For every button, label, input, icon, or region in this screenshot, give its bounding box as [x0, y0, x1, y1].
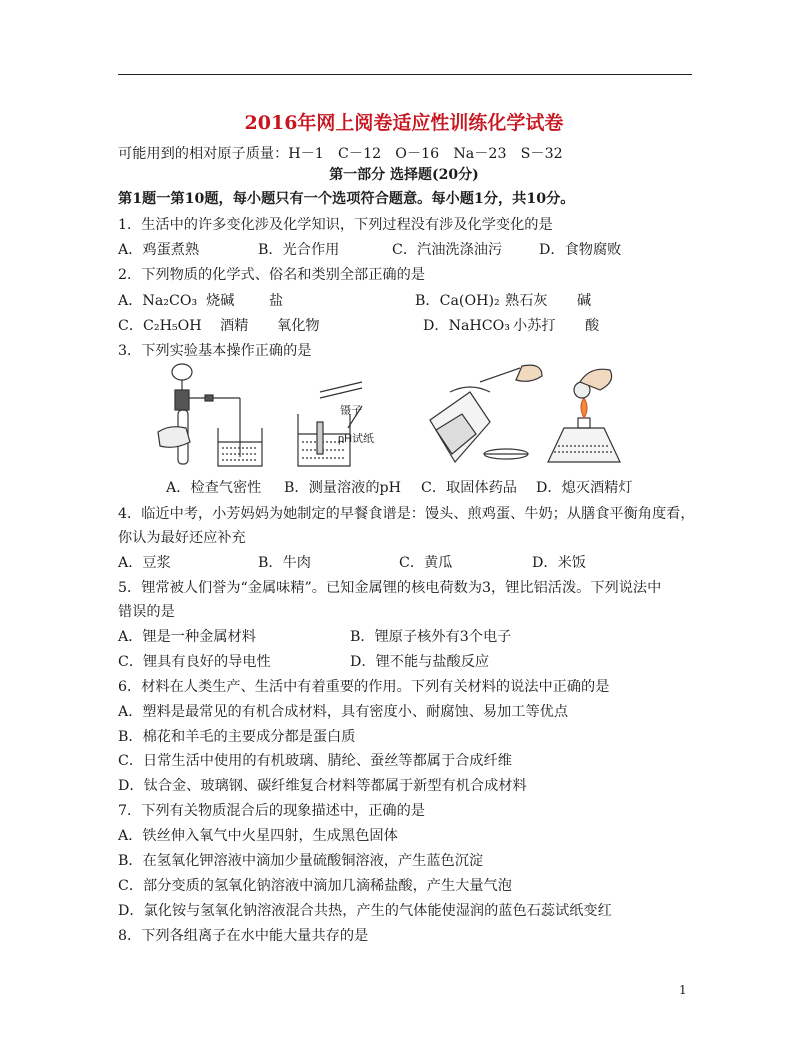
- figure-b-ph: [298, 382, 362, 466]
- q2-b-formula: B．Ca(OH)₂: [415, 293, 500, 309]
- figure-a-airtightness: [158, 364, 262, 466]
- q4-option-c: C．黄瓜: [399, 555, 453, 571]
- q2-c-class: 氧化物: [277, 318, 320, 334]
- q8-stem: 8．下列各组离子在水中能大量共存的是: [118, 928, 369, 944]
- q7-option-b: B．在氢氧化钾溶液中滴加少量硫酸铜溶液，产生蓝色沉淀: [118, 853, 484, 869]
- q4-option-d: D．米饭: [532, 555, 586, 571]
- q5-option-d: D．锂不能与盐酸反应: [350, 654, 490, 670]
- q2-d-name: 小苏打: [513, 318, 556, 334]
- atomic-masses: 可能用到的相对原子质量：H－1 C－12 O－16 Na－23 S－32: [118, 146, 563, 162]
- q3-option-a: A．检查气密性: [166, 480, 262, 496]
- q4-option-b: B．牛肉: [258, 555, 311, 571]
- page-title: 2016年网上阅卷适应性训练化学试卷: [244, 112, 564, 134]
- q2-c-formula: C．C₂H₅OH: [118, 318, 202, 334]
- q1-option-d: D．食物腐败: [539, 242, 622, 258]
- q6-option-a: A．塑料是最常见的有机合成材料，具有密度小、耐腐蚀、易加工等优点: [118, 704, 569, 720]
- q6-option-b: B．棉花和羊毛的主要成分都是蛋白质: [118, 729, 356, 745]
- figure-d-alcohol-lamp: [548, 369, 620, 462]
- q1-stem: 1．生活中的许多变化涉及化学知识，下列过程没有涉及化学变化的是: [118, 217, 553, 233]
- header-rule: [118, 74, 692, 75]
- q3-option-b: B．测量溶液的pH: [284, 480, 402, 496]
- page-number: 1: [679, 983, 687, 997]
- q6-option-c: C．日常生活中使用的有机玻璃、腈纶、蚕丝等都属于合成纤维: [118, 753, 512, 769]
- q5-stem-line1: 5．锂常被人们誉为“金属味精”。已知金属锂的核电荷数为3，锂比铝活泼。下列说法中: [118, 580, 662, 596]
- q2-c-name: 酒精: [220, 318, 249, 334]
- q7-option-a: A．铁丝伸入氧气中火星四射，生成黑色固体: [118, 828, 398, 844]
- q6-stem: 6．材料在人类生产、生活中有着重要的作用。下列有关材料的说法中正确的是: [118, 679, 610, 695]
- part-heading: 第一部分 选择题(20分): [329, 167, 479, 183]
- q1-option-a: A．鸡蛋煮熟: [118, 242, 200, 258]
- q2-a-formula: A．Na₂CO₃: [118, 293, 198, 309]
- q5-stem-line2: 错误的是: [118, 604, 175, 620]
- q1-option-c: C．汽油洗涤油污: [392, 242, 503, 258]
- q7-stem: 7．下列有关物质混合后的现象描述中，正确的是: [118, 803, 425, 819]
- q4-stem-line1: 4．临近中考，小芳妈妈为她制定的早餐食谱是：馒头、煎鸡蛋、牛奶；从膳食平衡角度看，: [118, 506, 695, 522]
- q1-option-b: B．光合作用: [258, 242, 340, 258]
- q5-option-a: A．锂是一种金属材料: [118, 629, 256, 645]
- q2-d-class: 酸: [585, 318, 600, 334]
- instructions: 第1题一第10题，每小题只有一个选项符合题意。每小题1分，共10分。: [118, 191, 575, 207]
- q2-a-class: 盐: [269, 293, 284, 309]
- q2-b-name: 熟石灰: [505, 293, 548, 309]
- q7-option-c: C．部分变质的氢氧化钠溶液中滴加几滴稀盐酸，产生大量气泡: [118, 878, 512, 894]
- q7-option-d: D．氯化铵与氢氧化钠溶液混合共热，产生的气体能使湿润的蓝色石蕊试纸变红: [118, 903, 612, 919]
- q4-stem-line2: 你认为最好还应补充: [118, 530, 246, 546]
- q4-option-a: A．豆浆: [118, 555, 171, 571]
- q3-option-c: C．取固体药品: [421, 480, 517, 496]
- q2-stem: 2．下列物质的化学式、俗名和类别全部正确的是: [118, 267, 425, 283]
- q2-a-name: 烧碱: [206, 293, 235, 309]
- figure-c-solid-reagent: [430, 365, 542, 462]
- label-tweezers: 镊子: [340, 405, 362, 417]
- q3-apparatus-figures: [150, 362, 670, 474]
- q2-d-formula: D．NaHCO₃: [423, 318, 510, 334]
- q6-option-d: D．钛合金、玻璃钢、碳纤维复合材料等都属于新型有机合成材料: [118, 778, 527, 794]
- label-ph-paper: pH试纸: [338, 433, 375, 445]
- q5-option-c: C．锂具有良好的导电性: [118, 654, 271, 670]
- q5-option-b: B．锂原子核外有3个电子: [350, 629, 512, 645]
- q2-b-class: 碱: [577, 293, 592, 309]
- q3-option-d: D．熄灭酒精灯: [536, 480, 633, 496]
- q3-stem: 3．下列实验基本操作正确的是: [118, 343, 312, 359]
